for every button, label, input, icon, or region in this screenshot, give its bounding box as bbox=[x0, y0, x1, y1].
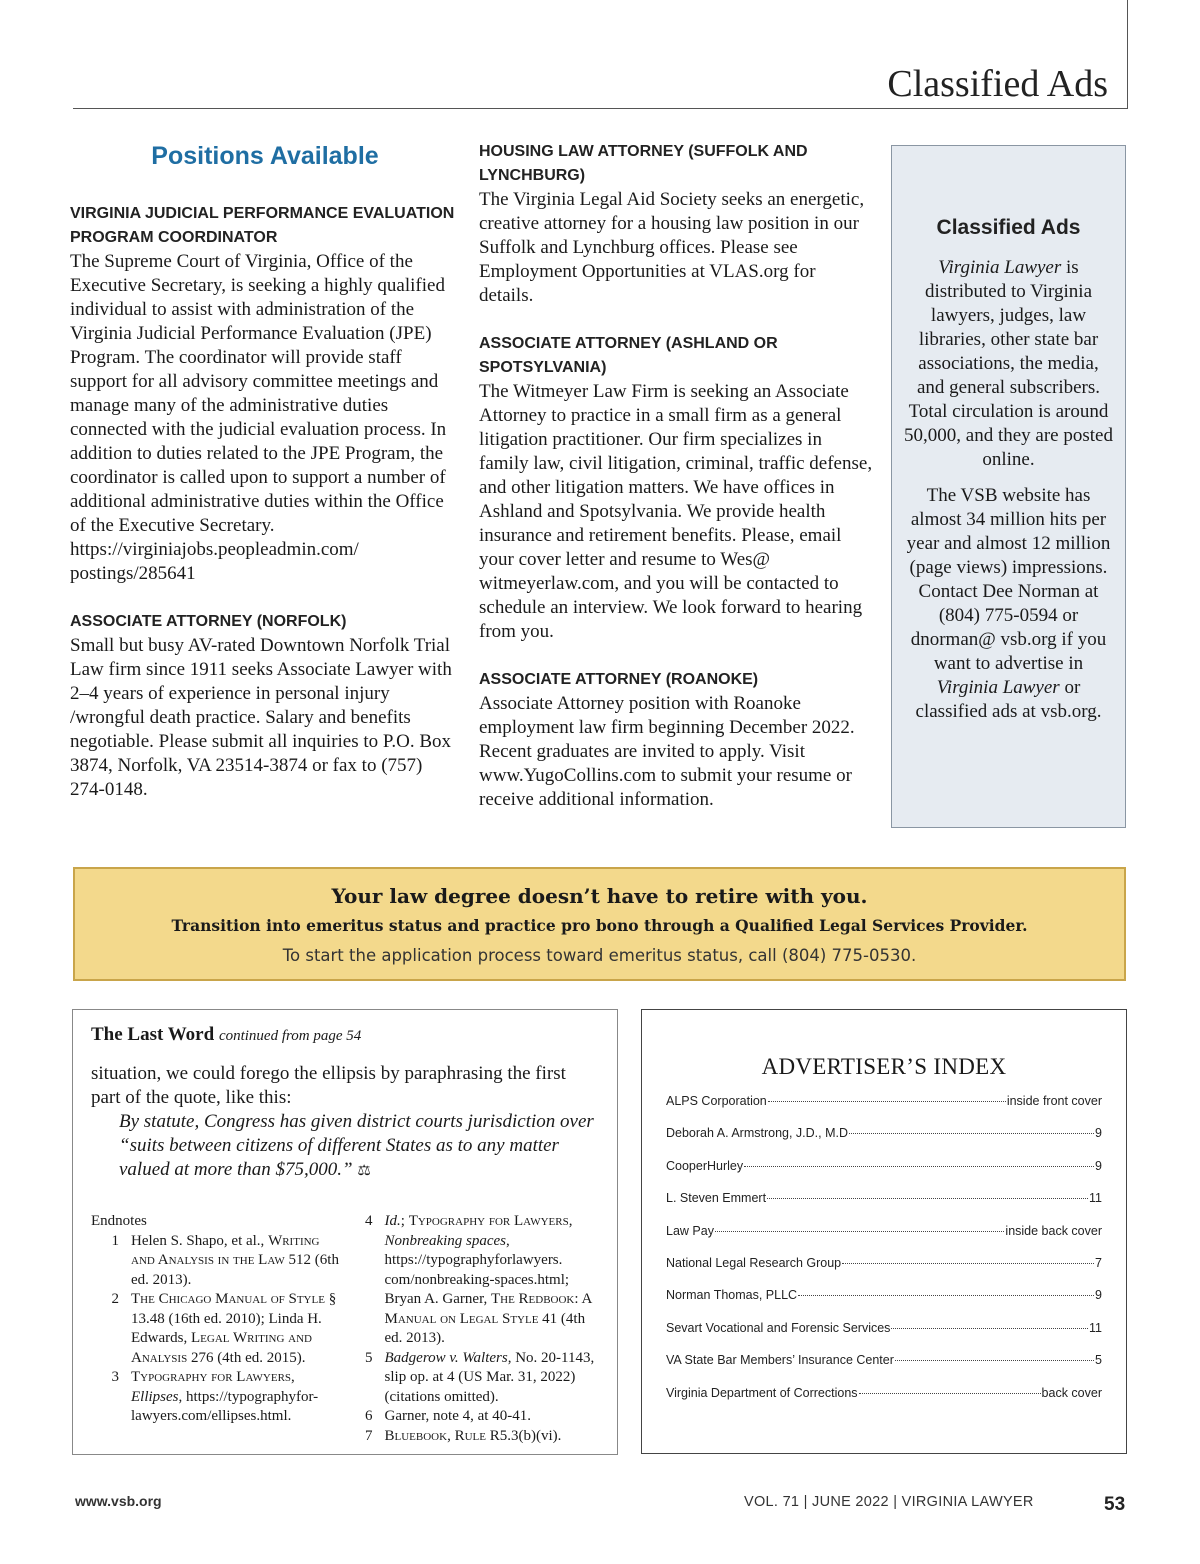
advertiser-row bbox=[666, 1191, 1102, 1223]
endnote-2 bbox=[91, 1290, 345, 1368]
last-word-box bbox=[72, 1009, 618, 1455]
ad-title: ASSOCIATE ATTORNEY (ASHLAND OR SPOTSYLVANIA) bbox=[479, 335, 778, 376]
ad-associate-roanoke bbox=[479, 668, 874, 812]
advertiser-page: 11 bbox=[1089, 1191, 1102, 1206]
endnote-part: , bbox=[568, 1213, 573, 1229]
dot-leader bbox=[895, 1360, 1094, 1361]
endnote-part: ; bbox=[400, 1213, 409, 1229]
endnote-text bbox=[131, 1232, 345, 1291]
banner-subline: Transition into emeritus status and practice pro bono through a Qualified Legal Services Provider. bbox=[171, 916, 1028, 935]
circulation-text: is distributed to Virginia lawyers, judges, law libraries, other state bar associations, the media, and general subscribers. Total circulation is around 50,000, and they are posted online. bbox=[904, 257, 1113, 470]
advertiser-page: 11 bbox=[1089, 1320, 1102, 1335]
endnote-part: , bbox=[291, 1369, 295, 1385]
endnote-case: Badgerow v. Walters bbox=[384, 1349, 508, 1366]
last-word-title: The Last Word bbox=[91, 1024, 215, 1045]
endnote-text bbox=[131, 1368, 345, 1427]
last-word-quote bbox=[91, 1110, 599, 1182]
endnote-source: Typography for Lawyers bbox=[131, 1369, 292, 1385]
endnote-part: , https://typographyfor-lawyers.com/ellipses.html. bbox=[131, 1388, 319, 1424]
advertiser-name: VA State Bar Members’ Insurance Center bbox=[666, 1353, 894, 1368]
header-rule bbox=[73, 108, 1128, 109]
emeritus-banner bbox=[73, 867, 1126, 981]
advertiser-page: 5 bbox=[1095, 1353, 1102, 1368]
endnote-number: 6 bbox=[365, 1408, 373, 1424]
endnote-number: 5 bbox=[365, 1349, 373, 1366]
ad-housing-law-attorney bbox=[479, 140, 874, 308]
ad-body: Associate Attorney position with Roanoke employment law firm beginning December 2022. Recent graduates are invited to apply. Visit www.YugoCollins.com to submit your resume or receive additional information. bbox=[479, 693, 855, 810]
endnote-number: 1 bbox=[111, 1232, 119, 1249]
endnote-1 bbox=[91, 1232, 345, 1291]
advertiser-page: 9 bbox=[1095, 1288, 1102, 1303]
classifieds-column-2 bbox=[479, 140, 874, 836]
ad-title: VIRGINIA JUDICIAL PERFORMANCE EVALUATION PROGRAM COORDINATOR bbox=[70, 205, 455, 246]
endnote-source: The Redbook: A Manual on Legal Style bbox=[384, 1291, 592, 1327]
dot-leader bbox=[767, 1198, 1088, 1199]
advertiser-name: Norman Thomas, PLLC bbox=[666, 1288, 798, 1303]
ad-body: Small but busy AV-rated Downtown Norfolk Trial Law firm since 1911 seeks Associate Lawyer with 2–4 years of experience in personal injury /wrongful death practice. Salary and benefits negotiable. Please submit all inquiries to P.O. Box 3874, Norfolk, VA 23514-3874 or fax to (757) 274-0148. bbox=[70, 635, 452, 800]
endnote-source: Writing and Analysis in the Law bbox=[131, 1232, 320, 1268]
advertiser-name: Law Pay bbox=[666, 1223, 714, 1238]
advertiser-row bbox=[666, 1256, 1102, 1288]
advertiser-row bbox=[666, 1224, 1102, 1256]
endnote-part: Id. bbox=[384, 1213, 401, 1229]
endnote-part: 41 (4th ed. 2013). bbox=[384, 1310, 586, 1346]
scales-end-icon: ⚖ bbox=[357, 1161, 371, 1179]
advertiser-page: 7 bbox=[1095, 1255, 1102, 1270]
ad-associate-ashland bbox=[479, 332, 874, 644]
endnote-part: 512 (6th ed. 2013). bbox=[131, 1252, 339, 1288]
endnote-source: Typography for Lawyers bbox=[408, 1213, 569, 1229]
endnote-text bbox=[385, 1349, 599, 1408]
dot-leader bbox=[715, 1231, 1004, 1232]
endnote-text: Garner, note 4, at 40-41. bbox=[384, 1408, 531, 1424]
dot-leader bbox=[798, 1295, 1094, 1296]
endnote-6 bbox=[361, 1407, 599, 1427]
endnote-text bbox=[385, 1212, 599, 1349]
advertiser-row bbox=[666, 1386, 1102, 1418]
banner-call-to-action: To start the application process toward emeritus status, call (804) 775-0530. bbox=[282, 946, 917, 965]
dot-leader bbox=[859, 1393, 1041, 1394]
endnote-source: Legal Writing and Analysis bbox=[131, 1330, 312, 1366]
dot-leader bbox=[849, 1133, 1094, 1134]
endnote-number: 4 bbox=[365, 1213, 373, 1229]
info-box-title: Classified Ads bbox=[936, 216, 1081, 239]
header-vertical-rule bbox=[1127, 0, 1128, 109]
classified-ads-info-box bbox=[891, 145, 1126, 828]
advertiser-row bbox=[666, 1126, 1102, 1158]
endnote-number: 2 bbox=[111, 1291, 119, 1307]
ad-body: The Virginia Legal Aid Society seeks an energetic, creative attorney for a housing law position in our Suffolk and Lynchburg offices. Please see Employment Opportunities at VLAS.org for details. bbox=[479, 189, 865, 306]
contact-text: The VSB website has almost 34 million hits per year and almost 12 million (page views) impressions. Contact Dee Norman at (804) 775-0594 or dnorman@ vsb.org if you want to advertise in bbox=[906, 485, 1111, 674]
endnote-source: Bluebook, Rule bbox=[384, 1427, 486, 1444]
endnote-part: § 13.48 (16th ed. 2010); Linda H. Edwards, bbox=[131, 1291, 337, 1346]
advertiser-page: 9 bbox=[1095, 1158, 1102, 1173]
advertiser-name: National Legal Research Group bbox=[666, 1255, 842, 1270]
advertisers-index-box bbox=[641, 1009, 1127, 1454]
advertiser-page: 9 bbox=[1095, 1126, 1102, 1141]
ad-associate-norfolk bbox=[70, 610, 460, 802]
endnote-4 bbox=[361, 1212, 599, 1349]
advertiser-name: CooperHurley bbox=[666, 1158, 744, 1173]
endnotes bbox=[91, 1212, 599, 1446]
advertiser-row bbox=[666, 1288, 1102, 1320]
endnotes-heading: Endnotes bbox=[91, 1213, 147, 1229]
advertisers-list bbox=[666, 1094, 1102, 1418]
endnote-part: , No. 20-1143, slip op. at 4 (US Mar. 31, 2022) (citations omitted). bbox=[384, 1349, 595, 1405]
classifieds-column-1 bbox=[70, 140, 460, 826]
endnote-5 bbox=[361, 1349, 599, 1408]
ad-jpe-coordinator bbox=[70, 202, 460, 586]
endnote-text bbox=[131, 1290, 345, 1368]
dot-leader bbox=[744, 1166, 1094, 1167]
advertiser-name: L. Steven Emmert bbox=[666, 1191, 767, 1206]
advertiser-name: Deborah A. Armstrong, J.D., M.D bbox=[666, 1126, 849, 1141]
last-word-body: situation, we could forego the ellipsis by paraphrasing the first part of the quote, like this: bbox=[91, 1063, 566, 1108]
endnote-number: 3 bbox=[111, 1369, 119, 1385]
ad-body: The Supreme Court of Virginia, Office of the Executive Secretary, is seeking a highly qualified individual to assist with administration of the Virginia Judicial Performance Evaluation (JPE) Program. The coordinator will provide staff support for all advisory committee meetings and manage many of the administrative duties connected with the judicial evaluation process. In addition to duties related to the JPE Program, the coordinator is called upon to support a number of additional administrative duties within the Office of the Executive Secretary. https://virginiajobs.peopleadmin.com/ postings/285641 bbox=[70, 251, 447, 584]
advertiser-row bbox=[666, 1353, 1102, 1385]
advertiser-name: Virginia Department of Corrections bbox=[666, 1385, 858, 1400]
ad-title: HOUSING LAW ATTORNEY (SUFFOLK AND LYNCHBURG) bbox=[479, 143, 808, 184]
ad-title: ASSOCIATE ATTORNEY (ROANOKE) bbox=[479, 671, 759, 688]
page-number: 53 bbox=[1104, 1494, 1126, 1515]
endnote-article: Ellipses bbox=[131, 1388, 179, 1405]
endnote-part: R5.3(b)(vi). bbox=[485, 1427, 562, 1444]
advertiser-name: Sevart Vocational and Forensic Services bbox=[666, 1320, 891, 1335]
endnote-source: The Chicago Manual of Style bbox=[131, 1291, 325, 1307]
info-box-circulation bbox=[904, 256, 1113, 472]
dot-leader bbox=[842, 1263, 1094, 1264]
footer-issue-info: VOL. 71 | JUNE 2022 | VIRGINIA LAWYER bbox=[744, 1494, 1034, 1510]
positions-available-heading: Positions Available bbox=[151, 142, 379, 170]
endnote-7 bbox=[361, 1427, 599, 1447]
advertisers-index-title: ADVERTISER’S INDEX bbox=[761, 1054, 1007, 1079]
ad-title: ASSOCIATE ATTORNEY (NORFOLK) bbox=[70, 613, 347, 630]
dot-leader bbox=[891, 1328, 1088, 1329]
ad-body: The Witmeyer Law Firm is seeking an Associate Attorney to practice in a small firm as a general litigation practitioner. Our firm specializes in family law, civil litigation, criminal, traffic defense, and other litigation matters. We have offices in Ashland and Spotsylvania. We provide health insurance and retirement benefits. Please, email your cover letter and resume to Wes@ witmeyerlaw.com, and you will be contacted to schedule an interview. We look forward to hearing from you. bbox=[479, 381, 873, 642]
endnote-number: 7 bbox=[365, 1427, 373, 1444]
banner-headline: Your law degree doesn’t have to retire with you. bbox=[331, 884, 868, 908]
advertiser-row bbox=[666, 1321, 1102, 1353]
endnote-3 bbox=[91, 1368, 345, 1427]
last-word-heading bbox=[91, 1024, 599, 1046]
advertiser-page: inside back cover bbox=[1005, 1223, 1102, 1238]
endnote-part: Helen S. Shapo, et al., bbox=[131, 1232, 269, 1249]
magazine-name: Virginia Lawyer bbox=[938, 257, 1062, 278]
endnote-part: 276 (4th ed. 2015). bbox=[187, 1349, 306, 1366]
endnote-article: Nonbreaking spaces bbox=[384, 1232, 507, 1249]
endnotes-column-right bbox=[345, 1212, 599, 1446]
advertiser-page: back cover bbox=[1041, 1385, 1102, 1400]
continued-note: continued from page 54 bbox=[218, 1028, 362, 1044]
info-box-contact bbox=[904, 484, 1113, 724]
dot-leader bbox=[768, 1101, 1006, 1102]
footer-website: www.vsb.org bbox=[75, 1493, 162, 1509]
advertiser-page: inside front cover bbox=[1006, 1094, 1102, 1108]
contact-text-end: or classified ads at vsb.org. bbox=[915, 677, 1102, 722]
page-section-title: Classified Ads bbox=[887, 63, 1108, 105]
advertiser-name: ALPS Corporation bbox=[666, 1094, 767, 1108]
endnotes-column-left bbox=[91, 1212, 345, 1446]
endnote-text bbox=[385, 1427, 599, 1447]
advertiser-row bbox=[666, 1159, 1102, 1191]
quote-text: By statute, Congress has given district courts jurisdiction over “suits between citizens of different States as to any matter valued at more than $75,000.” bbox=[119, 1111, 594, 1180]
endnote-part: , https://typographyforlawyers. com/nonbreaking-spaces.html; Bryan A. Garner, bbox=[384, 1232, 570, 1307]
magazine-name: Virginia Lawyer bbox=[936, 677, 1060, 698]
advertiser-row bbox=[666, 1094, 1102, 1126]
